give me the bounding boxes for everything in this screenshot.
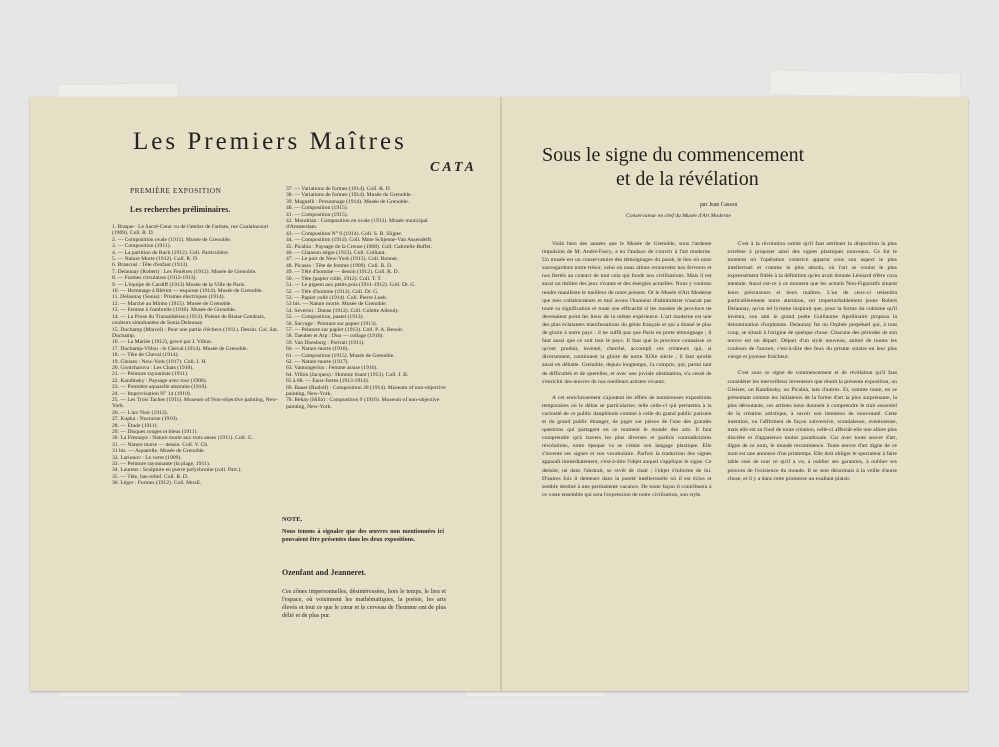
- paragraph-separator: [542, 386, 712, 394]
- list-item: 53. — Papier collé (1914). Coll. Pierre Loeb.: [286, 294, 388, 301]
- list-item: 12. — Marché au Minho (1915). Musée de Grenoble.: [112, 300, 232, 307]
- list-item: 57. — Peinture sur papier (1913). Coll. P. A. Benoit.: [286, 326, 404, 333]
- list-item: 44. — Composition (1914). Coll. Mme Schjenne-Van Assendelft.: [286, 237, 433, 244]
- list-item: 64. Villon (Jacques) : Homme lisant (1913). Coll. J. B.: [286, 371, 409, 378]
- list-item: 17. Duchamp-Villon : le Cheval (1914). Musée de Grenoble.: [112, 345, 248, 352]
- list-item: 56. Survage : Peinture sur papier (1913).: [286, 320, 378, 327]
- list-item: 53 bis. — Nature morte. Musée de Grenoble.: [286, 301, 387, 308]
- list-item: 22. Kandinsky : Paysage avec tour (1908).: [112, 377, 208, 384]
- list-item: 31. — Nature morte — dessin. Coll. V. Ch.: [112, 441, 209, 448]
- list-item: 36. Léger : Formes (1912). Coll. MoxE.: [112, 480, 202, 487]
- list-item: 24. — Improvisation N° 14 (1910).: [112, 390, 192, 397]
- list-item: 1. Braque : Le Sacré-Cœur vu de l'atelier de l'artiste, rue Caulaincourt (1909). Coll. R. D.: [112, 224, 269, 237]
- list-item: 35. — Tête, bas-relief. Coll. R. D.: [112, 473, 189, 480]
- list-item: 43. — Composition N° 6 (1914). Coll. S. B. Slijper.: [286, 230, 403, 237]
- ozenfant-heading: Ozenfant and Jeanneret.: [282, 568, 367, 577]
- list-item: 37. — Variations de formes (1914). Coll. R. D.: [286, 186, 392, 192]
- article-paragraph: A cet enrichissement s'ajoutent les effets de nombreuses expositions temporaires où le débat se particularise, telle celle-ci qui permettra à la curiosité de ce public dauphinois comme à celle du grand public parisien et du grand public étranger, de juger sur pièces de l'une des grandes questions qui partagent en ce moment le monde des arts. Il faut comprendre qu'à travers les plus diverses et parfois contradictoires révolutions, notre époque va se créant son langage plastique. Elle s'invente ses signes et son vocabulaire. Parfois la traduction des signes apparaît immédiatement, c'est-à-dire l'objet auquel s'applique le signe. Ce dernier, né dans l'abstrait, se revêt de chair ; l'objet s'informe de lui. D'autres fois il demeure dans la pureté intellectuelle où il est éclos et semble destiné à une permanente vacance. De toute façon il contribuera à ce vaste ensemble qui sera l'expression de notre civilisation, son style.: [542, 394, 712, 498]
- list-item: 16. — La Mariée (1912), gravé par J. Villon.: [112, 339, 213, 346]
- list-item: 5. — Nature Morte (1912). Coll. R. D.: [112, 256, 199, 263]
- catalog-tag: CATA: [430, 160, 478, 175]
- list-item: 38. — Variations de formes (1914). Musée de Grenoble.: [286, 192, 412, 199]
- list-item: 39. Magnelli : Personnage (1914). Musée de Grenoble.: [286, 198, 410, 205]
- list-item: 9. — L'équipe de Cardiff (1913) Musée de la Ville de Paris.: [112, 281, 246, 288]
- list-item: 40. — Composition (1915).: [286, 205, 348, 212]
- list-item: 54. Severini : Danse (1912). Coll. Colette Allendy.: [286, 307, 400, 314]
- article-body: [542, 240, 897, 640]
- list-item: 3. — Composition (1911).: [112, 243, 171, 250]
- list-item: 50. — Tête (papier collé, 1912). Coll. T. T.: [286, 275, 382, 282]
- list-item: 65 à 68. — Eaux-fortes (1913-1914).: [286, 378, 370, 385]
- list-item: 20. Gontcharova : Les Chats (1910).: [112, 364, 194, 371]
- list-item: 51. — Le pigeon aux petits pois (1911-1912). Coll. Dr. G.: [286, 282, 416, 289]
- author-role: Conservateur en chef du Musée d'Art Moderne: [626, 213, 731, 219]
- list-item: 69. Bauer (Rudolf) : Composition 28 (1914). Museum of non-objective painting, New-York.: [286, 384, 446, 397]
- list-item: 41. — Composition (1915).: [286, 211, 348, 218]
- list-item: 34. Laurens : Sculpture en pierre polychrome (coll. Part.).: [112, 467, 242, 474]
- article-byline: par Jean Cassou: [700, 202, 738, 208]
- list-item: 58. Taeuber et Arp : Duo — collage (1916).: [286, 333, 384, 340]
- list-item: 33. — Peinture rayonnante (la plage, 1911).: [112, 461, 211, 468]
- list-item: 46. — Chanson nègre (1913). Coll. Colliaut.: [286, 250, 386, 257]
- list-item: 61. — Composition (1915). Musée de Grenoble.: [286, 352, 395, 359]
- list-item: 52. — Tête d'homme (1912). Coll. Dr. G.: [286, 288, 379, 295]
- left-page-title: Les Premiers Maîtres: [133, 128, 407, 155]
- list-item: 13. — Femme à l'ombrelle (1916). Musée de Grenoble.: [112, 307, 237, 314]
- list-item: 21. — Peinture rayonniste (1911).: [112, 371, 189, 378]
- list-item: 63. Vantongerloo : Femme assise (1916).: [286, 365, 378, 372]
- list-item: 4. — La partition de Bach (1912). Coll. Particulière.: [112, 249, 230, 256]
- catalog-list-column-2: [286, 186, 451, 410]
- ozenfant-text: Ces zônes impersonnelles, désintéressées, hors le temps, le lieu et l'espace, où voisinnent les mathématiques, la poésie, les arts élevés et tout ce que le cœur et le cerveau de l'homme ont de plus délié et de plus pur.: [282, 588, 446, 619]
- list-item: 60. — Nature morte (1916).: [286, 346, 349, 353]
- list-item: 14. — La Prose du Transsibérien (1913). Poème de Blaise Cendrars, couleurs simultanées de Sonia Delaunay.: [112, 313, 266, 327]
- list-item: 19. Gleizes : New-York (1917). Coll. J. H.: [112, 358, 207, 365]
- list-item: 32. Larionov : Le verre (1909).: [112, 454, 182, 461]
- list-item: 42. Mondrian : Composition en ovale (1913). Musée municipal d'Amsterdam.: [286, 218, 428, 231]
- section-heading: Les recherches préliminaires.: [130, 205, 231, 214]
- article-title-line-2: et de la révélation: [616, 168, 759, 190]
- list-item: 48. Picasso : Tête de femme (1909). Coll. R. D.: [286, 262, 393, 269]
- list-item: 11. Delaunay (Sonia) : Prismes électriques (1914).: [112, 294, 225, 301]
- list-item: 7. Delaunay (Robert) : Les Fenêtres (1912). Musée de Grenoble.: [112, 268, 257, 275]
- list-item: 10. — Hommage à Blériot — esquisse (1914). Musée de Grenoble.: [112, 288, 263, 295]
- list-item: 8. — Formes circulaires (1912-1913).: [112, 275, 197, 282]
- list-item: 49. — Tête d'homme — dessin (1912). Coll. R. D.: [286, 269, 400, 276]
- list-item: 23. — Première aquarelle abstraite (1910).: [112, 384, 208, 391]
- paragraph-separator: [728, 361, 898, 369]
- note-text: Nous tenons à signaler que des œuvres non mentionnées ici pouvaient être présentes dans les deux expositions.: [282, 528, 444, 543]
- list-item: 18. — Tête de Cheval (1914).: [112, 352, 179, 359]
- list-item: 6. Brancusi : Tête d'enfant (1913).: [112, 262, 189, 269]
- list-item: 59. Van Doesburg : Portrait (1911).: [286, 339, 365, 346]
- list-item: 70. Bekay (Hilla) : Composition 9 (1916). Museum of non-objective painting, New-York.: [286, 397, 440, 410]
- list-item: 2. — Composition ovale (1911). Musée de Grenoble.: [112, 236, 232, 243]
- tape-strip-top-right: [770, 70, 960, 97]
- list-item: 30. La Fresnaye : Nature morte aux trois anses (1911). Coll. G.: [112, 435, 254, 442]
- catalog-list-column-1: [112, 224, 282, 487]
- article-paragraph: C'est sous ce signe de commencement et de révélation qu'il faut considérer les merveilleux inventeurs que réunit la présente exposition, un Gleizes, un Kandinsky, un Picabia, tant d'autres. Et, somme toute, en se présentant comme les initiateurs de la forme d'art la plus surprenante, la plus déroutante, ces artistes nous donnent à comprendre le trait essentiel de la création artistique, à savoir son intention de nouveauté. Cette intention, ou l'affirment de façon subversive, scandaleuse, aventureuse, mais elle est au fond de toute création, celle-ci affectât-elle une allure plus discrète et d'apparence moins paradoxale. Car avec toute œuvre d'art, digne de ce nom, le monde recommence. Toute œuvre d'art digne de ce nom est une annonce d'un printemps. Elle doit obliger le spectateur à faire table rase de tout ce qu'il a vu, à oublier ses garanties, à oublier ses preuves de l'existence du monde. Il se sent désormais à la veille d'autre chose, et il y a dans cette promesse un exaltant plaisir.: [727, 370, 897, 482]
- list-item: 26. — L'arc Noir (1912).: [112, 409, 168, 416]
- note-heading: NOTE.: [282, 516, 303, 523]
- list-item: 15. Duchamp (Marcel) : Pour une partie d'échecs (1911). Dessin. Col. Sat. Duchamp.: [112, 326, 279, 339]
- article-title-line-1: Sous le signe du commencement: [542, 144, 805, 166]
- list-item: 31 bis. — Aquarelle. Musée de Grenoble.: [112, 448, 206, 455]
- list-item: 62. — Nature morte (1917).: [286, 358, 349, 365]
- article-paragraph: C'est à la révolution subite qu'il faut attribuer la disposition la plus extrême à proposer ainsi des signes plastiques nouveaux. Ce fut le moment où l'opération créatrice apparut sous son aspect le plus intellectuel et comme le plus absolu, où l'art se voulut le plus expressément fidèle à la définition qu'en avait donnée Léonard d'être cosa mentale. Aussi est-ce à ce moment que les actuels Non-Figuratifs situent leurs précurseurs et leurs maîtres. L'un de ceux-ci retiendra particulièrement notre attention, cet imperturbablement jeune Robert Delaunay, qu'un tel lyrisme inspirait que, pour la forme du cubisme qu'il inventa, son ami le grand poète Guillaume Apollinaire proposa la dénomination d'orphisme. Delaunay fut un Orphée perpétuel qui, à tout coup, se situait à l'origine de quelque chose. Chacune des périodes de son œuvre est un départ. Départ d'un style nouveau, animé de toutes les couleurs de l'aurore, c'est-à-dire des feux du prisme solaire en leur plus vierge et joyeuse fraîcheur.: [727, 241, 897, 361]
- exhibition-heading: PREMIÈRE EXPOSITION: [130, 186, 222, 195]
- list-item: 28. — Étude (1911).: [112, 422, 158, 429]
- list-item: 45. Picabia : Paysage de la Creuse (1908). Coll. Gabrielle Buffet.: [286, 243, 432, 250]
- list-item: 47. — Le port de New-York (1913). Coll. Bonnet.: [286, 256, 399, 263]
- list-item: 55. — Composition, pastel (1913).: [286, 314, 364, 321]
- list-item: 27. Kupka : Nocturne (1910).: [112, 416, 179, 423]
- list-item: 29. — Disques rouges et bleus (1911).: [112, 429, 198, 435]
- article-paragraph: Voilà bien des années que le Musée de Grenoble, sous l'ardente impulsion de M. André-Farcy, a eu l'audace de s'ouvrir à l'art moderne. Un musée est un conservatoire des témoignages du passé, le lieu où nous sauvegardons notre trésor, celui où nous allons renouveler nos ferveurs et nos fiertés au contact de tout cela qui fonde nos civilisations. Mais il est aussi un théâtre des jeux vivants et des énergies actuelles. Nous y voulons rendre manifeste le meilleur de notre présent. Or le Musée d'Art Moderne que mes collaborateurs et moi avons l'honneur d'administrer n'aurait pas toute sa signification et toute son efficacité si les musées de province ne devenaient point les lieux de la même expérience. L'art moderne est une des plus éclatantes manifestations du génie français et qui a donné le plus de gloire à notre pays : il ne suffit pas que Paris en porte témoignage ; il faut aussi que ce soit tout le pays. Il faut que la province connaisse ce qu'ont produit, inventé, cherché, accompli ces créateurs qui, si diversement, continuent la gloire de notre XIXe siècle ; il faut qu'elle aussi en débatte. Grenoble, depuis longtemps, l'a compris, qui, parmi tant de difficultés et de querelles, et avec une joviale obstination, n'a cessé de s'enrichir des œuvres de nos meilleurs artistes vivants.: [542, 241, 712, 385]
- article-title: [542, 143, 902, 191]
- page-fold: [500, 97, 502, 691]
- list-item: 25. — Les Trois Taches (1911). Museum of Non-objective painting, New-York.: [112, 396, 278, 410]
